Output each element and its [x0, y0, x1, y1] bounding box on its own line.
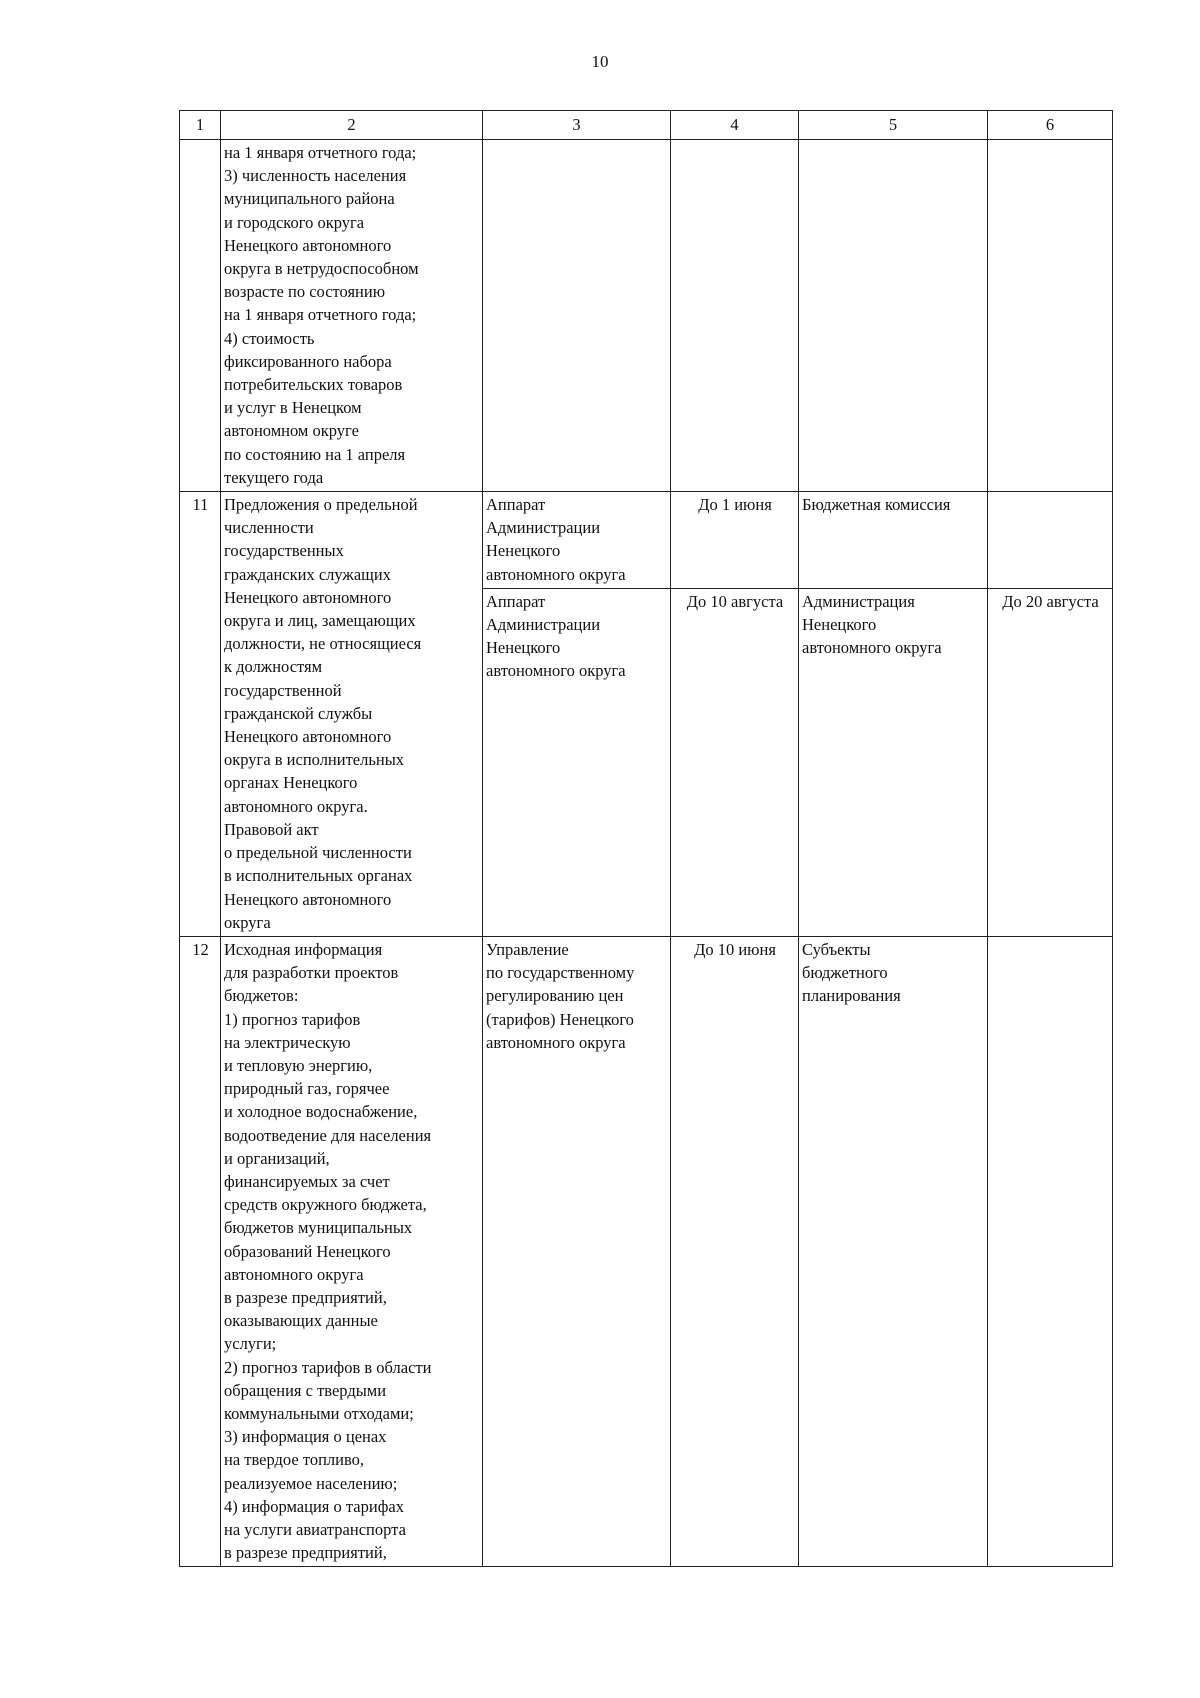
executor-cell: Управление по государственному регулированию цен (тарифов) Ненецкого автономного округа — [483, 936, 671, 1566]
deadline-cell: До 10 августа — [671, 588, 799, 936]
deadline-cell — [671, 140, 799, 492]
final-deadline-cell — [988, 492, 1113, 589]
recipient-cell — [799, 140, 988, 492]
row-number — [180, 140, 221, 492]
header-row — [180, 111, 1113, 140]
final-deadline-cell — [988, 936, 1113, 1566]
row-number: 12 — [180, 936, 221, 1566]
header-cell: 4 — [671, 111, 799, 140]
continuation-row — [180, 140, 1113, 492]
header-cell: 6 — [988, 111, 1113, 140]
executor-cell — [483, 140, 671, 492]
table-row — [180, 936, 1113, 1566]
header-cell: 2 — [221, 111, 483, 140]
final-deadline-cell: До 20 августа — [988, 588, 1113, 936]
deadline-cell: До 10 июня — [671, 936, 799, 1566]
measure-text: Исходная информация для разработки проектов бюджетов: 1) прогноз тарифов на электрическую и тепловую энергию, природный газ, горячее и холодное водоснабжение, водоотведение для населения и организаций, финансируемых за счет средств окружного бюджета, бюджетов муниципальных образований Ненецкого автономного округа в разрезе предприятий, оказывающих данные услуги; 2) прогноз тарифов в области обращения с твердыми коммунальными отходами; 3) информация о ценах на твердое топливо, реализуемое населению; 4) информация о тарифах на услуги авиатранспорта в разрезе предприятий, — [221, 936, 483, 1566]
recipient-cell: Администрация Ненецкого автономного округа — [799, 588, 988, 936]
deadline-cell: До 1 июня — [671, 492, 799, 589]
row-number: 11 — [180, 492, 221, 937]
executor-cell: Аппарат Администрации Ненецкого автономного округа — [483, 492, 671, 589]
header-cell: 3 — [483, 111, 671, 140]
recipient-cell: Бюджетная комиссия — [799, 492, 988, 589]
schedule-table — [179, 110, 1113, 1567]
recipient-cell: Субъекты бюджетного планирования — [799, 936, 988, 1566]
final-deadline-cell — [988, 140, 1113, 492]
header-cell: 5 — [799, 111, 988, 140]
measure-text: Предложения о предельной численности государственных гражданских служащих Ненецкого автономного округа и лиц, замещающих должности, не относящиеся к должностям государственной гражданской службы Ненецкого автономного округа в исполнительных органах Ненецкого автономного округа. Правовой акт о предельной численности в исполнительных органах Ненецкого автономного округа — [221, 492, 483, 937]
measure-text: на 1 января отчетного года; 3) численность населения муниципального района и городского округа Ненецкого автономного округа в нетрудоспособном возрасте по состоянию на 1 января отчетного года; 4) стоимость фиксированного набора потребительских товаров и услуг в Ненецком автономном округе по состоянию на 1 апреля текущего года — [221, 140, 483, 492]
header-cell: 1 — [180, 111, 221, 140]
page-number: 10 — [591, 52, 609, 71]
table-row — [180, 492, 1113, 589]
executor-cell: Аппарат Администрации Ненецкого автономного округа — [483, 588, 671, 936]
